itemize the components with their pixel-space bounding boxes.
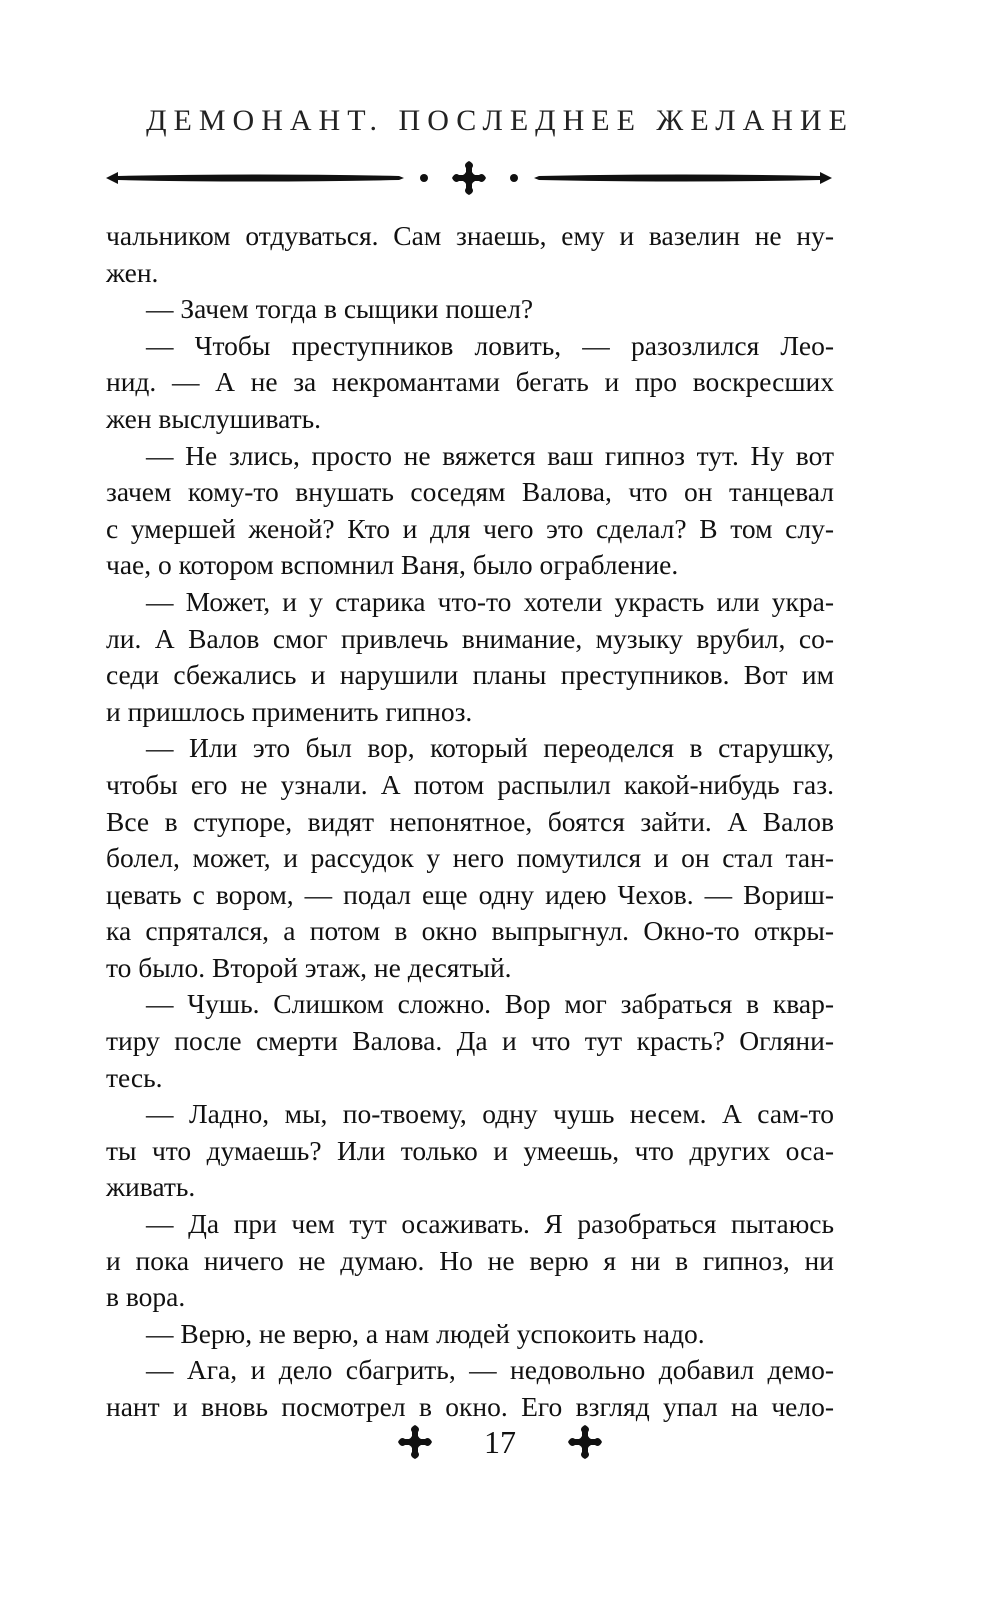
text-line: нид. — А не за некромантами бегать и про воскресших bbox=[106, 366, 834, 398]
text-line: зачем кому-то внушать соседям Валова, что он танцевал bbox=[106, 476, 834, 508]
body-text bbox=[106, 218, 834, 1426]
header-ornament-rule bbox=[104, 160, 834, 196]
text-line: и пока ничего не думаю. Но не верю я ни в гипноз, ни bbox=[106, 1244, 834, 1276]
cross-fleury-icon bbox=[398, 1425, 432, 1459]
text-line: чальником отдуваться. Сам знаешь, ему и вазелин не ну- bbox=[106, 220, 834, 251]
text-line: ли. А Валов смог привлечь внимание, музыку врубил, со- bbox=[106, 622, 834, 654]
text-line: то было. Второй этаж, не десятый. bbox=[106, 951, 512, 983]
text-line: тиру после смерти Валова. Да и что тут красть? Огляни- bbox=[106, 1025, 834, 1057]
text-line: болел, может, и рассудок у него помутился и он стал тан- bbox=[106, 842, 834, 874]
text-line: живать. bbox=[106, 1171, 196, 1203]
text-line: — Чтобы преступников ловить, — разозлился Лео- bbox=[146, 329, 834, 361]
text-line: — Да при чем тут осаживать. Я разобраться пытаюсь bbox=[146, 1208, 834, 1240]
text-line: — Зачем тогда в сыщики пошел? bbox=[146, 293, 534, 325]
text-line: — Не злись, просто не вяжется ваш гипноз тут. Ну вот bbox=[146, 439, 834, 471]
text-line: седи сбежались и нарушили планы преступников. Вот им bbox=[106, 659, 834, 691]
text-line: — Верю, не верю, а нам людей успокоить надо. bbox=[146, 1317, 705, 1349]
text-line: чтобы его не узнали. А потом распылил какой-нибудь газ. bbox=[106, 768, 834, 800]
text-line: Все в ступоре, видят непонятное, боятся зайти. А Валов bbox=[106, 805, 834, 837]
text-line: ты что думаешь? Или только и умеешь, что других оса- bbox=[106, 1134, 834, 1166]
text-line: и пришлось применить гипноз. bbox=[106, 695, 473, 727]
cross-fleury-icon bbox=[568, 1425, 602, 1459]
page-footer bbox=[0, 1420, 1000, 1464]
text-line: цевать с вором, — подал еще одну идею Чехов. — Вориш- bbox=[106, 878, 834, 910]
text-line: ка спрятался, а потом в окно выпрыгнул. Окно-то откры- bbox=[106, 915, 834, 947]
text-line: нант и вновь посмотрел в окно. Его взгляд упал на чело- bbox=[106, 1391, 834, 1422]
text-line: в вора. bbox=[106, 1281, 186, 1313]
text-line: жен выслушивать. bbox=[106, 402, 322, 434]
page-number: 17 bbox=[484, 1423, 516, 1460]
text-line: с умершей женой? Кто и для чего это сделал? В том слу- bbox=[106, 512, 834, 544]
text-line: жен. bbox=[106, 256, 159, 288]
running-title: ДЕМОНАНТ. ПОСЛЕДНЕЕ ЖЕЛАНИЕ bbox=[146, 104, 854, 137]
text-line: тесь. bbox=[106, 1061, 163, 1093]
text-line: — Может, и у старика что-то хотели украсть или укра- bbox=[146, 585, 834, 617]
text-line: чае, о котором вспомнил Ваня, было ограбление. bbox=[106, 549, 679, 581]
text-line: — Или это был вор, который переоделся в старушку, bbox=[146, 732, 834, 764]
text-line: — Ладно, мы, по-твоему, одну чушь несем. А сам-то bbox=[146, 1098, 834, 1130]
text-line: — Ага, и дело сбагрить, — недовольно добавил демо- bbox=[146, 1354, 834, 1386]
text-line: — Чушь. Слишком сложно. Вор мог забраться в квар- bbox=[146, 988, 834, 1020]
